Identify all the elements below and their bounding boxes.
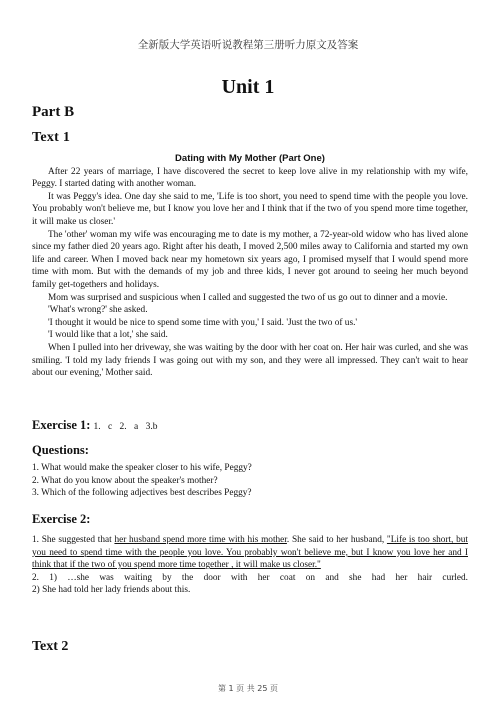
- paragraph: Mom was surprised and suspicious when I called and suggested the two of us go out to dinner and a movie.: [48, 292, 448, 303]
- unit-title: Unit 1: [221, 76, 275, 98]
- exercise1-label: Exercise 1:: [32, 418, 91, 432]
- text2-heading: Text 2: [32, 639, 69, 654]
- paragraph: 'I would like that a lot,' she said.: [48, 330, 168, 341]
- story-title: Dating with My Mother (Part One): [175, 153, 325, 164]
- exercise2-answer-2: 2. 1) …she was waiting by the door with her coat on and she had her hair curled.: [32, 572, 468, 583]
- exercise1: [32, 418, 158, 433]
- question-item: 3. Which of the following adjectives best describes Peggy?: [32, 488, 252, 499]
- page-footer: 第 1 页 共 25 页: [218, 684, 278, 693]
- exercise2-answer-3: 2) She had told her lady friends about this.: [32, 585, 191, 596]
- exercise2-label: Exercise 2:: [32, 512, 91, 526]
- underlined-answer: her husband spend more time with his mother: [114, 535, 287, 545]
- questions-label: Questions:: [32, 443, 89, 457]
- question-item: 1. What would make the speaker closer to his wife, Peggy?: [32, 463, 252, 473]
- questions-list: [32, 462, 468, 500]
- part-heading: Part B: [32, 104, 75, 120]
- underlined-answer: "Life is too short, but you need to spend time with the people you love. You probably won't believe me, but I know you love her and I think that if the two of you spend more time together , it will make us closer.": [32, 535, 468, 571]
- exercise1-answers: 1. c 2. a 3.b: [93, 422, 158, 432]
- text1-body: [32, 153, 468, 380]
- text1-heading: Text 1: [32, 130, 71, 145]
- paragraph: After 22 years of marriage, I have discovered the secret to keep love alive in my relationship with my wife, Peggy. I started dating with another woman.: [32, 166, 468, 190]
- paragraph: When I pulled into her driveway, she was waiting by the door with her coat on. Her hair was curled, and she was smiling. 'I told my lady friends I was going out with my son, and they were all impressed. They can't wait to hear about our evening,' Mother said.: [32, 342, 468, 379]
- question-item: 2. What do you know about the speaker's mother?: [32, 475, 218, 486]
- exercise2-body: [32, 534, 468, 597]
- exercise2-answer-1: 1. She suggested that her husband spend more time with his mother. She said to her husband, "Life is too short, but you need to spend time with the people you love. You probably won't believe me, but I know you love her and I think that if the two of you spend more time together , it will make us closer.": [32, 535, 468, 571]
- paragraph: 'What's wrong?' she asked.: [48, 305, 148, 316]
- page-header: 全新版大学英语听说教程第三册听力原文及答案: [137, 39, 359, 51]
- paragraph: 'I thought it would be nice to spend some time with you,' I said. 'Just the two of us.': [48, 317, 358, 328]
- paragraph: It was Peggy's idea. One day she said to me, 'Life is too short, you need to spend time with the people you love. You probably won't believe me, but I know you love her and I think that if the two of you spend more time together, it will make us closer.': [32, 191, 468, 227]
- paragraph: The 'other' woman my wife was encouraging me to date is my mother, a 72-year-old widow who has lived alone since my father died 20 years ago. Right after his death, I moved 2,500 miles away to California and started my own life and career. When I moved back near my hometown six years ago, I promised myself that I would spend more time with mom. But with the demands of my job and three kids, I never got around to seeing her much beyond family get-togethers and holidays.: [32, 229, 468, 290]
